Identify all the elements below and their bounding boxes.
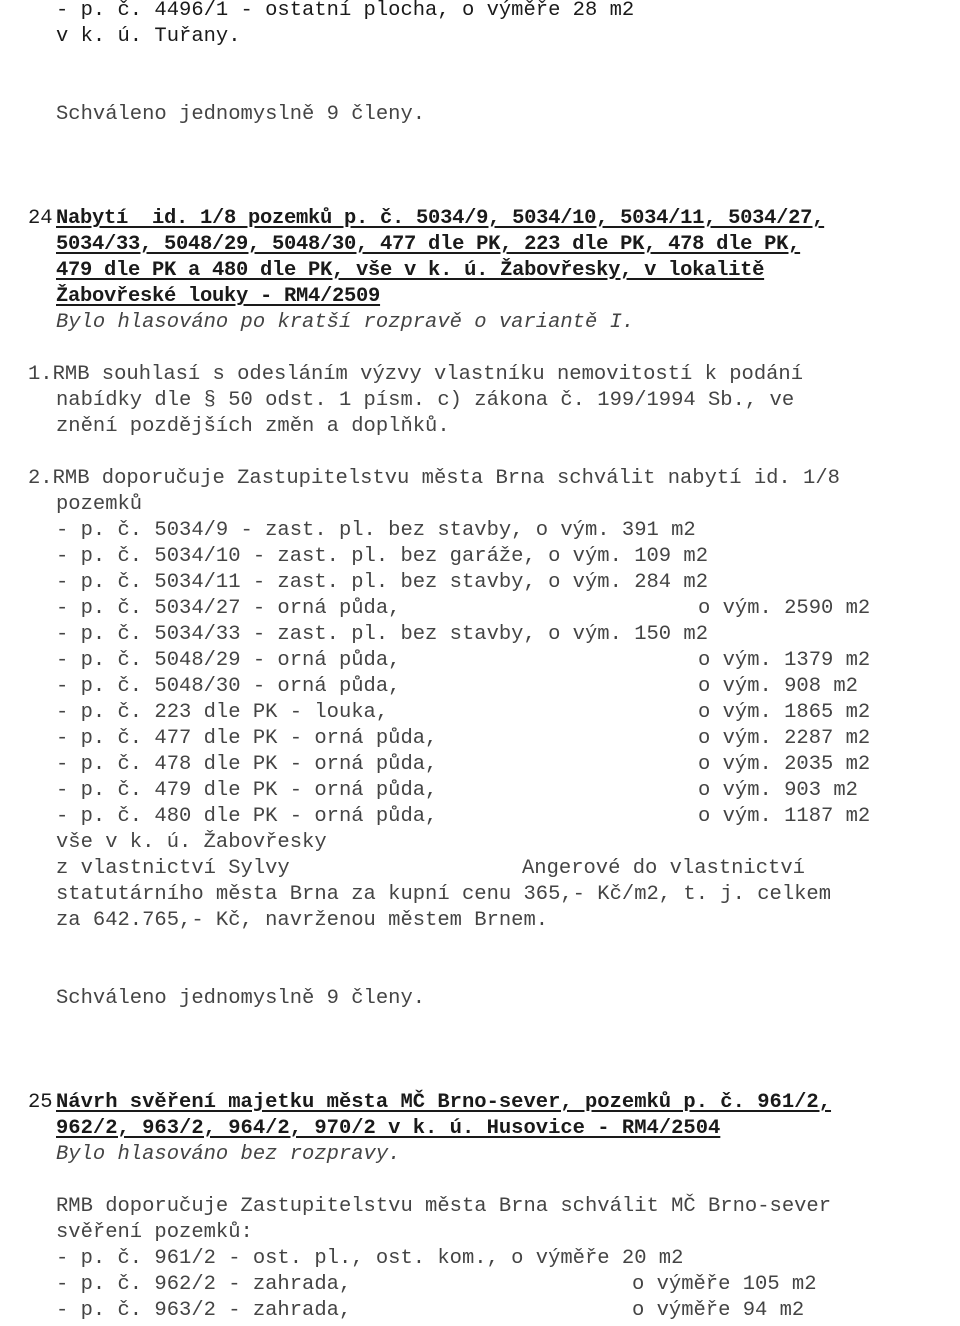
resolution-point: znění pozdějších změn a doplňků.: [56, 415, 450, 438]
parcel-line: - p. č. 962/2 - zahrada,: [56, 1273, 352, 1296]
cadastral-area-line: v k. ú. Tuřany.: [56, 25, 241, 48]
parcel-area: o vým. 1187 m2: [698, 805, 871, 828]
resolution-point: nabídky dle § 50 odst. 1 písm. c) zákona č. 199/1994 Sb., ve: [56, 389, 795, 412]
item-title-line: Návrh svěření majetku města MČ Brno-sever, pozemků p. č. 961/2,: [56, 1091, 832, 1114]
parcel-area: o vým. 2035 m2: [698, 753, 871, 776]
parcel-area: o vým. 2287 m2: [698, 727, 871, 750]
approval-note: Schváleno jednomyslně 9 členy.: [56, 103, 426, 126]
parcel-line: - p. č. 963/2 - zahrada,: [56, 1299, 352, 1322]
parcel-line: - p. č. 223 dle PK - louka,: [56, 701, 389, 724]
parcel-line: - p. č. 5034/9 - zast. pl. bez stavby, o vým. 391 m2: [56, 519, 696, 542]
closing-line: za 642.765,- Kč, navrženou městem Brnem.: [56, 909, 549, 932]
closing-line: statutárního města Brna za kupní cenu 365,- Kč/m2, t. j. celkem: [56, 883, 832, 906]
parcel-line: - p. č. 5034/33 - zast. pl. bez stavby, o vým. 150 m2: [56, 623, 709, 646]
parcel-line: - p. č. 5034/11 - zast. pl. bez stavby, o vým. 284 m2: [56, 571, 709, 594]
resolution-point: 1.RMB souhlasí s odesláním výzvy vlastníku nemovitostí k podání: [28, 363, 804, 386]
parcel-area: o vým. 1379 m2: [698, 649, 871, 672]
item-title-line: 962/2, 963/2, 964/2, 970/2 v k. ú. Husovice - RM4/2504: [56, 1117, 721, 1140]
parcel-line: - p. č. 5034/27 - orná půda,: [56, 597, 401, 620]
parcel-line: - p. č. 5034/10 - zast. pl. bez garáže, o vým. 109 m2: [56, 545, 709, 568]
resolution-text: svěření pozemků:: [56, 1221, 253, 1244]
resolution-text: RMB doporučuje Zastupitelstvu města Brna schválit MČ Brno-sever: [56, 1195, 832, 1218]
parcel-line: - p. č. 480 dle PK - orná půda,: [56, 805, 438, 828]
closing-line: z vlastnictví Sylvy: [56, 857, 290, 880]
parcel-area: o vým. 1865 m2: [698, 701, 871, 724]
item-title-line: Žabovřeské louky - RM4/2509: [56, 285, 381, 308]
item-title-line: 5034/33, 5048/29, 5048/30, 477 dle PK, 223 dle PK, 478 dle PK,: [56, 233, 801, 256]
parcel-line: - p. č. 961/2 - ost. pl., ost. kom., o výměře 20 m2: [56, 1247, 684, 1270]
parcel-area: o vým. 2590 m2: [698, 597, 871, 620]
resolution-point: 2.RMB doporučuje Zastupitelstvu města Brna schválit nabytí id. 1/8: [28, 467, 840, 490]
parcel-line: - p. č. 477 dle PK - orná půda,: [56, 727, 438, 750]
closing-line: vše v k. ú. Žabovřesky: [56, 831, 327, 854]
item-title-line: 479 dle PK a 480 dle PK, vše v k. ú. Žabovřesky, v lokalitě: [56, 259, 765, 282]
parcel-line: - p. č. 5048/29 - orná půda,: [56, 649, 401, 672]
parcel-line: - p. č. 4496/1 - ostatní plocha, o výměře 28 m2: [56, 0, 635, 22]
parcel-line: - p. č. 478 dle PK - orná půda,: [56, 753, 438, 776]
resolution-point: pozemků: [56, 493, 143, 516]
parcel-line: - p. č. 479 dle PK - orná půda,: [56, 779, 438, 802]
closing-line: Angerové do vlastnictví: [522, 857, 805, 880]
parcel-area: o výměře 94 m2: [632, 1299, 805, 1322]
parcel-area: o vým. 908 m2: [698, 675, 858, 698]
parcel-area: o výměře 105 m2: [632, 1273, 817, 1296]
approval-note: Schváleno jednomyslně 9 členy.: [56, 987, 426, 1010]
parcel-area: o vým. 903 m2: [698, 779, 858, 802]
item-title-line: Nabytí id. 1/8 pozemků p. č. 5034/9, 5034/10, 5034/11, 5034/27,: [56, 207, 825, 230]
voting-note: Bylo hlasováno po kratší rozpravě o variantě I.: [56, 311, 635, 334]
item-number: 24.: [28, 207, 65, 230]
voting-note: Bylo hlasováno bez rozpravy.: [56, 1143, 401, 1166]
item-number: 25.: [28, 1091, 65, 1114]
parcel-line: - p. č. 5048/30 - orná půda,: [56, 675, 401, 698]
